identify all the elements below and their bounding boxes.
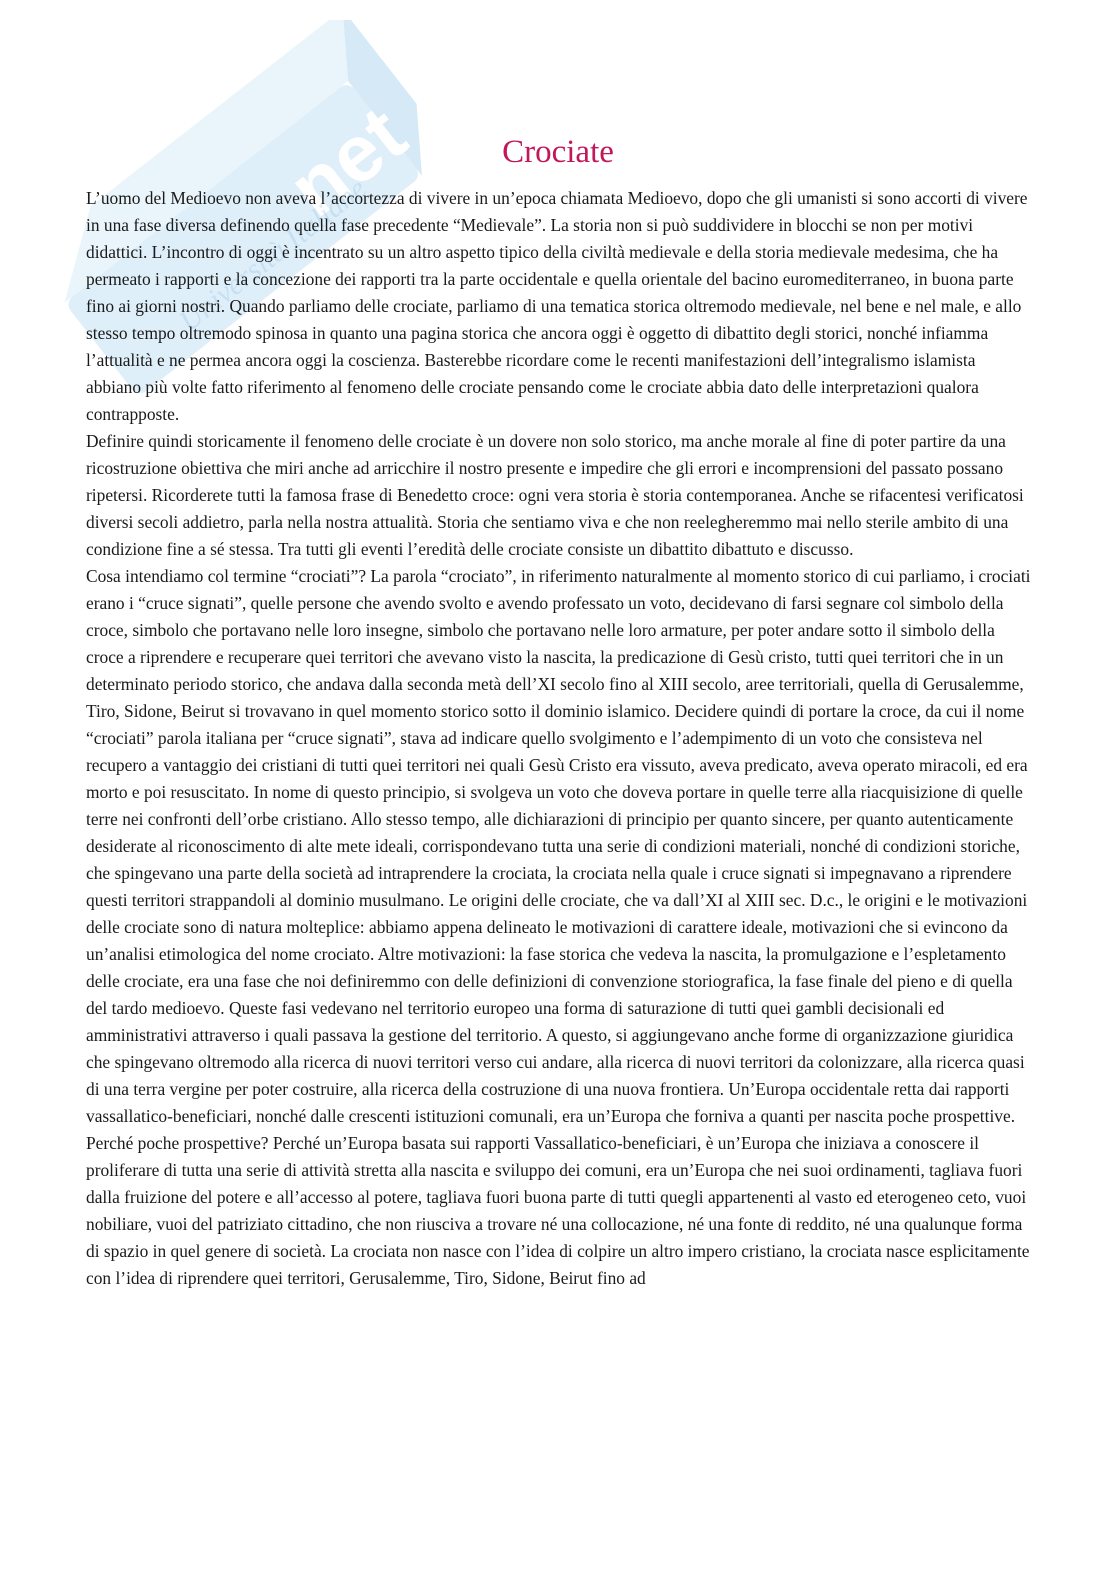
- paragraph: Cosa intendiamo col termine “crociati”? La parola “crociato”, in riferimento naturalmente al momento storico di cui parliamo, i crociati erano i “cruce signati”, quelle persone che avendo svolto e avendo professato un voto, decidevano di farsi segnare col simbolo della croce, simbolo che portavano nelle loro insegne, simbolo che portavano nelle loro armature, per poter andare sotto il simbolo della croce a riprendere e recuperare quei territori che avevano visto la nascita, la predicazione di Gesù cristo, tutti quei territori che in un determinato periodo storico, che andava dalla seconda metà dell’XI secolo fino al XIII secolo, aree territoriali, quella di Gerusalemme, Tiro, Sidone, Beirut si trovavano in quel momento storico sotto il dominio islamico. Decidere quindi di portare la croce, da cui il nome “crociati” parola italiana per “cruce signati”, stava ad indicare quello svolgimento e l’adempimento di un voto che consisteva nel recupero a vantaggio dei cristiani di tutti quei territori nei quali Gesù Cristo era vissuto, aveva predicato, aveva operato miracoli, ed era morto e poi resuscitato. In nome di questo principio, si svolgeva un voto che doveva portare in quelle terre alla riacquisizione di quelle terre nei confronti dell’orbe cristiano. Allo stesso tempo, alle dichiarazioni di principio per quanto sincere, per quanto autenticamente desiderate al riconoscimento di alte mete ideali, corrispondevano tutta una serie di condizioni materiali, nonché di condizioni storiche, che spingevano una parte della società ad intraprendere la crociata, la crociata nella quale i cruce signati si impegnavano a riprendere questi territori strappandoli al dominio musulmano. Le origini delle crociate, che va dall’XI al XIII sec. D.c., le origini e le motivazioni delle crociate sono di natura molteplice: abbiamo appena delineato le motivazioni di carattere ideale, motivazioni che si evincono da un’analisi etimologica del nome crociato. Altre motivazioni: la fase storica che vedeva la nascita, la promulgazione e l’espletamento delle crociate, era una fase che noi definiremmo con delle definizioni di convenzione storiografica, la fase finale del pieno e di quella del tardo medioevo. Queste fasi vedevano nel territorio europeo una forma di saturazione di tutti quei gambli decisionali ed amministrativi attraverso i quali passava la gestione del territorio. A questo, si aggiungevano anche forme di organizzazione giuridica che spingevano oltremodo alla ricerca di nuovi territori verso cui andare, alla ricerca di nuovi territori da colonizzare, alla ricerca quasi di una terra vergine per poter costruire, alla ricerca della costruzione di una nuova frontiera. Un’Europa occidentale retta dai rapporti vassallatico-beneficiari, nonché dalle crescenti istituzioni comunali, era un’Europa che forniva a quanti per nascita poche prospettive. Perché poche prospettive? Perché un’Europa basata sui rapporti Vassallatico-beneficiari, è un’Europa che iniziava a conoscere il proliferare di tutta una serie di attività stretta alla nascita e sviluppo dei comuni, era un’Europa che nei suoi ordinamenti, tagliava fuori dalla fruizione del potere e all’accesso al potere, tagliava fuori buona parte di tutti quegli appartenenti al vasto ed eterogeneo ceto, vuoi nobiliare, vuoi del patriziato cittadino, che non riusciva a trovare né una collocazione, né una fonte di reddito, né una qualunque forma di spazio in quel genere di società. La crociata non nasce con l’idea di colpire un altro impero cristiano, la crociata nasce esplicitamente con l’idea di riprendere quei territori, Gerusalemme, Tiro, Sidone, Beirut fino ad: [86, 566, 1031, 1288]
- document-body: [86, 185, 1032, 1292]
- watermark-subtitle-text: Università Italiane: [172, 171, 373, 338]
- watermark-brand-text: net: [272, 89, 422, 234]
- paragraph: Definire quindi storicamente il fenomeno delle crociate è un dovere non solo storico, ma anche morale al fine di poter partire da una ricostruzione obiettiva che miri anche ad arricchire il nostro presente e impedire che gli errori e incomprensioni del passato possano ripetersi. Ricorderete tutti la famosa frase di Benedetto croce: ogni vera storia è storia contemporanea. Anche se rifacentesi verificatosi diversi secoli addietro, parla nella nostra attualità. Storia che sentiamo viva e che non reelegheremmo mai nello sterile ambito di una condizione fine a sé stessa. Tra tutti gli eventi l’eredità delle crociate consiste un dibattito dibattuto e discusso.: [86, 431, 1024, 559]
- page-title: Crociate: [502, 134, 614, 170]
- paragraph: L’uomo del Medioevo non aveva l’accortezza di vivere in un’epoca chiamata Medioevo, dopo che gli umanisti si sono accorti di vivere in una fase diversa definendo quella fase precedente “Medievale”. La storia non si può suddividere in blocchi se non per motivi didattici. L’incontro di oggi è incentrato su un altro aspetto tipico della civiltà medievale e della storia medievale medesima, che ha permeato i rapporti e la concezione dei rapporti tra la parte occidentale e quella orientale del bacino euromediterraneo, in buona parte fino ai giorni nostri. Quando parliamo delle crociate, parliamo di una tematica storica oltremodo medievale, nel bene e nel male, e allo stesso tempo oltremodo spinosa in quanto una pagina storica che ancora oggi è oggetto di dibattito degli storici, nonché infiamma l’attualità e ne permea ancora oggi la coscienza. Basterebbe ricordare come le recenti manifestazioni dell’integralismo islamista abbiano più volte fatto riferimento al fenomeno delle crociate pensando come le crociate abbia dato delle interpretazioni qualora contrapposte.: [86, 188, 1028, 424]
